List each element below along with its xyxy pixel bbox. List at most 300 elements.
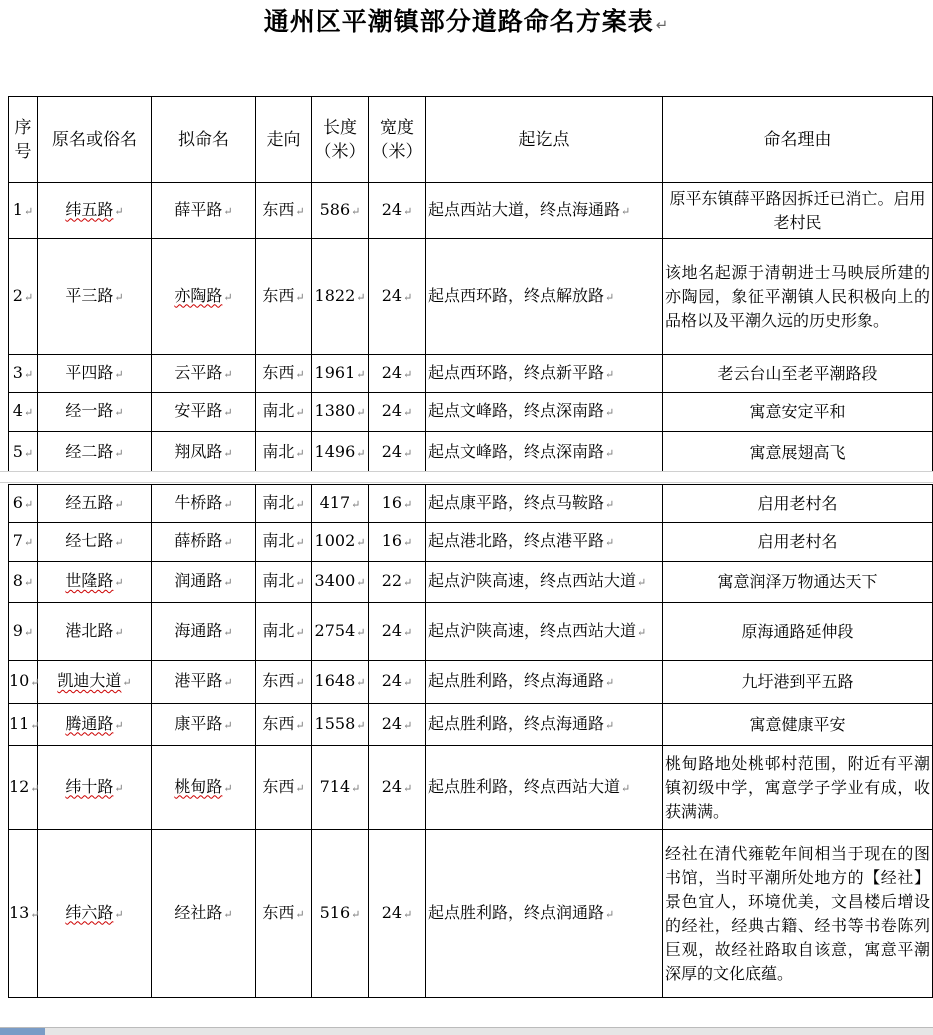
paragraph-mark: ↵: [114, 406, 124, 419]
cell-width-text: 24: [381, 902, 403, 922]
cell-reason: [663, 485, 933, 523]
table-row: [9, 239, 933, 355]
cell-reason-text: 寓意润泽万物通达天下: [717, 572, 878, 591]
cell-width: [369, 355, 426, 393]
paragraph-mark: ↵: [403, 718, 413, 732]
paragraph-mark: ↵: [403, 907, 413, 921]
cell-width-text: 16: [381, 492, 403, 512]
paragraph-mark: ↵: [605, 718, 615, 732]
cell-width-text: 24: [381, 671, 403, 690]
cell-dir: [256, 661, 312, 704]
cell-dir: [256, 603, 312, 661]
cell-range: [426, 355, 663, 393]
cell-seq: [9, 704, 38, 746]
table-row: [9, 746, 933, 830]
paragraph-mark: ↵: [114, 497, 124, 511]
cell-name: [152, 704, 256, 746]
cell-name-text: 桃甸路: [174, 776, 223, 796]
cell-reason-text: 启用老村名: [757, 532, 838, 551]
cell-seq-text: 9: [12, 620, 23, 640]
paragraph-mark: ↵: [30, 907, 40, 921]
paragraph-mark: ↵: [114, 576, 124, 589]
paragraph-mark: ↵: [295, 676, 305, 689]
cell-width-text: 24: [381, 713, 403, 733]
cell-width: [369, 704, 426, 746]
paragraph-mark: ↵: [637, 625, 647, 639]
cell-dir-text: 东西: [262, 776, 295, 796]
paragraph-mark: ↵: [122, 676, 132, 689]
cell-name: [152, 183, 256, 239]
cell-orig-text: 经一路: [65, 401, 114, 420]
paragraph-mark: ↵: [356, 536, 366, 549]
paragraph-mark: ↵: [223, 446, 233, 460]
paragraph-mark: ↵: [30, 718, 40, 732]
cell-name: [152, 485, 256, 523]
cell-orig-text: 纬五路: [65, 199, 114, 219]
cell-seq: [9, 830, 38, 998]
paragraph-mark: ↵: [295, 781, 305, 795]
paragraph-mark: ↵: [223, 406, 233, 419]
cell-length: [312, 830, 369, 998]
road-table-part-2: [8, 484, 933, 998]
cell-width-text: 24: [381, 401, 403, 420]
cell-dir: [256, 562, 312, 603]
cell-name-text: 薛桥路: [174, 531, 223, 550]
cell-length: [312, 562, 369, 603]
cell-dir: [256, 704, 312, 746]
cell-width-text: 24: [381, 362, 403, 382]
paragraph-mark: ↵: [23, 625, 34, 639]
cell-range-text: 起点西站大道，终点海通路: [428, 199, 621, 219]
cell-reason-text: 经社在清代雍乾年间相当于现在的图书馆，当时平潮所处地方的【经社】景色宜人，环境优美，文昌楼后增设的经社，经典古籍、经书等书卷陈列巨观，故经社路取自该意，寓意平潮深厚的文化底蕴。: [665, 843, 930, 983]
cell-range: [426, 432, 663, 474]
paragraph-mark: ↵: [114, 907, 124, 921]
cell-orig: [38, 485, 152, 523]
cell-reason: [663, 523, 933, 562]
paragraph-mark: ↵: [23, 367, 34, 381]
header-orig: 原名或俗名: [38, 97, 152, 183]
cell-dir-text: 南北: [262, 401, 295, 420]
cell-length-text: 1002: [314, 531, 356, 550]
cell-width-text: 24: [381, 199, 403, 219]
paragraph-mark: ↵: [295, 446, 305, 460]
cell-length: [312, 239, 369, 355]
paragraph-mark: ↵: [356, 446, 366, 460]
paragraph-mark: ↵: [30, 781, 40, 795]
cell-dir-text: 南北: [262, 571, 295, 590]
cell-width: [369, 523, 426, 562]
paragraph-mark: ↵: [621, 204, 631, 218]
paragraph-mark: ↵: [295, 290, 305, 304]
cell-name: [152, 523, 256, 562]
table-row: [9, 661, 933, 704]
cell-name: [152, 661, 256, 704]
paragraph-mark: ↵: [223, 290, 233, 304]
cell-length-text: 417: [319, 492, 351, 512]
cell-name-text: 安平路: [174, 401, 223, 420]
table-row: [9, 183, 933, 239]
paragraph-mark: ↵: [223, 367, 233, 381]
cell-length-text: 516: [319, 902, 351, 922]
cell-seq: [9, 746, 38, 830]
paragraph-mark: ↵: [356, 406, 366, 419]
paragraph-mark: ↵: [621, 781, 631, 795]
paragraph-mark: ↵: [605, 536, 615, 549]
cell-orig: [38, 562, 152, 603]
paragraph-mark: ↵: [114, 446, 124, 460]
cell-range: [426, 704, 663, 746]
cell-seq-text: 8: [12, 571, 23, 590]
cell-name-text: 云平路: [174, 362, 223, 382]
paragraph-mark: ↵: [295, 625, 305, 639]
cell-name: [152, 746, 256, 830]
cell-orig: [38, 746, 152, 830]
cell-dir: [256, 393, 312, 432]
cell-orig: [38, 393, 152, 432]
paragraph-mark: ↵: [295, 497, 305, 511]
paragraph-mark: ↵: [356, 676, 366, 689]
paragraph-mark: ↵: [295, 204, 305, 218]
cell-dir-text: 东西: [262, 199, 295, 219]
paragraph-mark: ↵: [223, 625, 233, 639]
paragraph-mark: ↵: [637, 576, 647, 589]
table-row: [9, 704, 933, 746]
paragraph-mark: ↵: [23, 497, 34, 511]
cell-orig: [38, 239, 152, 355]
paragraph-mark: ↵: [356, 367, 366, 381]
page-break: [0, 471, 933, 483]
cell-length-text: 1496: [314, 441, 356, 461]
cell-seq-text: 3: [12, 362, 23, 382]
cell-dir-text: 东西: [262, 285, 295, 305]
cell-width-text: 24: [381, 620, 403, 640]
cell-name: [152, 603, 256, 661]
cell-reason: [663, 603, 933, 661]
table-row: [9, 562, 933, 603]
cell-width: [369, 239, 426, 355]
cell-name-text: 薛平路: [174, 199, 223, 219]
paragraph-mark: ↵: [356, 718, 366, 732]
cell-range-text: 起点港北路，终点港平路: [428, 531, 605, 550]
paragraph-mark: ↵: [403, 781, 413, 795]
cell-dir-text: 东西: [262, 671, 295, 690]
paragraph-mark: ↵: [23, 406, 34, 419]
cell-name-text: 润通路: [174, 571, 223, 590]
cell-seq-text: 13: [9, 902, 30, 922]
cell-dir-text: 南北: [262, 492, 295, 512]
paragraph-mark: ↵: [403, 576, 413, 589]
paragraph-mark: ↵: [114, 625, 124, 639]
cell-reason: [663, 746, 933, 830]
cell-range: [426, 830, 663, 998]
cell-seq: [9, 562, 38, 603]
status-bar: [0, 1027, 933, 1035]
cell-seq-text: 1: [12, 199, 23, 219]
paragraph-mark: ↵: [223, 536, 233, 549]
paragraph-mark: ↵: [23, 290, 34, 304]
cell-dir-text: 南北: [262, 441, 295, 461]
cell-length: [312, 432, 369, 474]
cell-seq: [9, 523, 38, 562]
paragraph-mark: ↵: [23, 576, 34, 589]
cell-reason: [663, 239, 933, 355]
cell-range-text: 起点胜利路，终点西站大道: [428, 776, 621, 796]
cell-orig-text: 世隆路: [65, 571, 114, 590]
paragraph-mark: ↵: [223, 718, 233, 732]
table-row: [9, 523, 933, 562]
cell-dir-text: 东西: [262, 362, 295, 382]
cell-orig-text: 平三路: [65, 285, 114, 305]
cell-range-text: 起点胜利路，终点海通路: [428, 671, 605, 690]
cell-width: [369, 432, 426, 474]
paragraph-mark: ↵: [295, 367, 305, 381]
paragraph-mark: ↵: [403, 676, 413, 689]
cell-orig: [38, 603, 152, 661]
cell-orig-text: 凯迪大道: [57, 671, 122, 690]
cell-range: [426, 239, 663, 355]
cell-orig-text: 经七路: [65, 531, 114, 550]
cell-name-text: 牛桥路: [174, 492, 223, 512]
paragraph-mark: ↵: [351, 907, 361, 921]
cell-seq-text: 11: [9, 713, 30, 733]
cell-reason: [663, 355, 933, 393]
cell-name: [152, 830, 256, 998]
cell-seq: [9, 432, 38, 474]
paragraph-mark: ↵: [356, 576, 366, 589]
header-seq: 序号: [9, 97, 38, 183]
cell-seq: [9, 183, 38, 239]
cell-width: [369, 830, 426, 998]
paragraph-mark: ↵: [23, 536, 34, 549]
cell-name-text: 亦陶路: [174, 285, 223, 305]
cell-dir: [256, 432, 312, 474]
paragraph-mark: ↵: [403, 367, 413, 381]
cell-range: [426, 603, 663, 661]
cell-seq: [9, 661, 38, 704]
table-row: [9, 485, 933, 523]
cell-dir: [256, 830, 312, 998]
cell-range-text: 起点沪陕高速，终点西站大道: [428, 571, 637, 590]
paragraph-mark: ↵: [114, 290, 124, 304]
cell-range-text: 起点西环路，终点解放路: [428, 285, 605, 305]
title-text: 通州区平潮镇部分道路命名方案表: [263, 7, 654, 36]
paragraph-mark: ↵: [23, 204, 34, 218]
header-range: 起讫点: [426, 97, 663, 183]
paragraph-mark: ↵: [295, 907, 305, 921]
cell-reason: [663, 562, 933, 603]
paragraph-mark: ↵: [114, 718, 124, 732]
cell-orig-text: 纬六路: [65, 902, 114, 922]
paragraph-mark: ↵: [356, 290, 366, 304]
cell-width-text: 22: [381, 571, 403, 590]
paragraph-mark: ↵: [403, 290, 413, 304]
cell-range: [426, 523, 663, 562]
paragraph-mark: ↵: [605, 290, 615, 304]
paragraph-mark: ↵: [403, 446, 413, 460]
cell-length-text: 714: [319, 776, 351, 796]
cell-length: [312, 485, 369, 523]
cell-width-text: 24: [381, 285, 403, 305]
paragraph-mark: ↵: [223, 781, 233, 795]
cell-seq: [9, 485, 38, 523]
cell-dir-text: 南北: [262, 620, 295, 640]
cell-seq: [9, 393, 38, 432]
cell-length: [312, 355, 369, 393]
cell-length-text: 1380: [314, 401, 356, 420]
cell-length-text: 1558: [314, 713, 356, 733]
cell-reason-text: 原平东镇薛平路因拆迁已消亡。启用老村民: [669, 188, 926, 232]
cell-range: [426, 661, 663, 704]
cell-length-text: 586: [319, 199, 351, 219]
cell-length: [312, 393, 369, 432]
cell-orig: [38, 355, 152, 393]
table-row: [9, 830, 933, 998]
cell-length-text: 3400: [314, 571, 356, 590]
cell-length: [312, 603, 369, 661]
cell-range: [426, 183, 663, 239]
cell-name: [152, 393, 256, 432]
cell-length-text: 1822: [314, 285, 356, 305]
header-length: 长度 （米）: [312, 97, 369, 183]
cell-dir: [256, 746, 312, 830]
cell-seq-text: 12: [9, 776, 30, 796]
header-name: 拟命名: [152, 97, 256, 183]
paragraph-mark: ↵: [605, 367, 615, 381]
cell-name-text: 港平路: [174, 671, 223, 690]
cell-orig: [38, 830, 152, 998]
paragraph-mark: ↵: [114, 367, 124, 381]
paragraph-mark: ↵: [223, 907, 233, 921]
cell-range-text: 起点康平路，终点马鞍路: [428, 492, 605, 512]
cell-range-text: 起点胜利路，终点海通路: [428, 713, 605, 733]
cell-seq: [9, 603, 38, 661]
cell-orig-text: 港北路: [65, 620, 114, 640]
cell-length-text: 2754: [314, 620, 356, 640]
paragraph-mark: ↵: [295, 718, 305, 732]
cell-name: [152, 239, 256, 355]
cell-reason: [663, 661, 933, 704]
paragraph-mark: ↵: [223, 676, 233, 689]
cell-name: [152, 562, 256, 603]
header-reason: 命名理由: [663, 97, 933, 183]
cell-name-text: 康平路: [174, 713, 223, 733]
header-width: 宽度 （米）: [369, 97, 426, 183]
cell-dir-text: 南北: [262, 531, 295, 550]
table-row: [9, 603, 933, 661]
cell-name: [152, 355, 256, 393]
paragraph-mark: ↵: [114, 536, 124, 549]
cell-reason: [663, 830, 933, 998]
cell-reason-text: 寓意健康平安: [749, 714, 846, 734]
paragraph-mark: ↵: [295, 406, 305, 419]
cell-dir: [256, 183, 312, 239]
paragraph-mark: ↵: [356, 625, 366, 639]
cell-range-text: 起点文峰路，终点深南路: [428, 401, 605, 420]
paragraph-mark: ↵: [403, 536, 413, 549]
cell-width: [369, 183, 426, 239]
paragraph-mark: ↵: [403, 204, 413, 218]
cell-length: [312, 746, 369, 830]
cell-seq-text: 2: [12, 285, 23, 305]
cell-orig: [38, 704, 152, 746]
cell-width: [369, 562, 426, 603]
cell-seq-text: 4: [12, 401, 23, 420]
cell-orig-text: 经二路: [65, 441, 114, 461]
cell-reason-text: 老云台山至老平潮路段: [717, 363, 878, 383]
cell-orig-text: 平四路: [65, 362, 114, 382]
paragraph-mark: ↵: [114, 204, 124, 218]
cell-reason: [663, 432, 933, 474]
paragraph-mark: ↵: [223, 497, 233, 511]
cell-name-text: 海通路: [174, 620, 223, 640]
paragraph-mark: ↵: [223, 204, 233, 218]
cell-length-text: 1648: [314, 671, 356, 690]
cell-orig: [38, 523, 152, 562]
paragraph-mark: ↵: [351, 497, 361, 511]
cell-dir: [256, 485, 312, 523]
cell-width: [369, 603, 426, 661]
cell-dir: [256, 523, 312, 562]
cell-orig-text: 经五路: [65, 492, 114, 512]
paragraph-mark: ↵: [295, 536, 305, 549]
paragraph-mark: ↵: [23, 446, 34, 460]
road-table-part-1: [8, 96, 933, 474]
cell-seq-text: 6: [12, 492, 23, 512]
cell-length-text: 1961: [314, 362, 356, 382]
cell-dir: [256, 239, 312, 355]
cell-reason-text: 寓意展翅高飞: [749, 442, 846, 462]
cell-seq: [9, 355, 38, 393]
table-row: [9, 393, 933, 432]
cell-reason-text: 原海通路延伸段: [741, 621, 854, 641]
cell-reason: [663, 393, 933, 432]
paragraph-mark: ↵: [403, 625, 413, 639]
cell-width-text: 24: [381, 776, 403, 796]
table-row: [9, 432, 933, 474]
paragraph-mark: ↵: [351, 781, 361, 795]
cell-reason-text: 九圩港到平五路: [741, 672, 854, 691]
cell-length: [312, 183, 369, 239]
cell-range: [426, 562, 663, 603]
cell-reason: [663, 183, 933, 239]
paragraph-mark: ↵: [403, 497, 413, 511]
cell-range: [426, 746, 663, 830]
cell-range-text: 起点西环路，终点新平路: [428, 362, 605, 382]
paragraph-mark: ↵: [351, 204, 361, 218]
cell-width: [369, 485, 426, 523]
cell-dir-text: 东西: [262, 902, 295, 922]
cell-range: [426, 485, 663, 523]
cell-reason: [663, 704, 933, 746]
cell-range-text: 起点胜利路，终点润通路: [428, 902, 605, 922]
cell-seq-text: 10: [9, 671, 30, 690]
cell-width: [369, 746, 426, 830]
cell-reason-text: 寓意安定平和: [749, 402, 846, 421]
paragraph-mark: ↵: [223, 576, 233, 589]
cell-range: [426, 393, 663, 432]
paragraph-mark: ↵: [655, 16, 670, 34]
cell-dir: [256, 355, 312, 393]
cell-length: [312, 661, 369, 704]
cell-seq-text: 7: [12, 531, 23, 550]
status-bar-tab: [0, 1028, 45, 1035]
cell-dir-text: 东西: [262, 713, 295, 733]
cell-width-text: 16: [381, 531, 403, 550]
cell-orig-text: 纬十路: [65, 776, 114, 796]
paragraph-mark: ↵: [403, 406, 413, 419]
paragraph-mark: ↵: [295, 576, 305, 589]
cell-reason-text: 启用老村名: [757, 493, 838, 513]
